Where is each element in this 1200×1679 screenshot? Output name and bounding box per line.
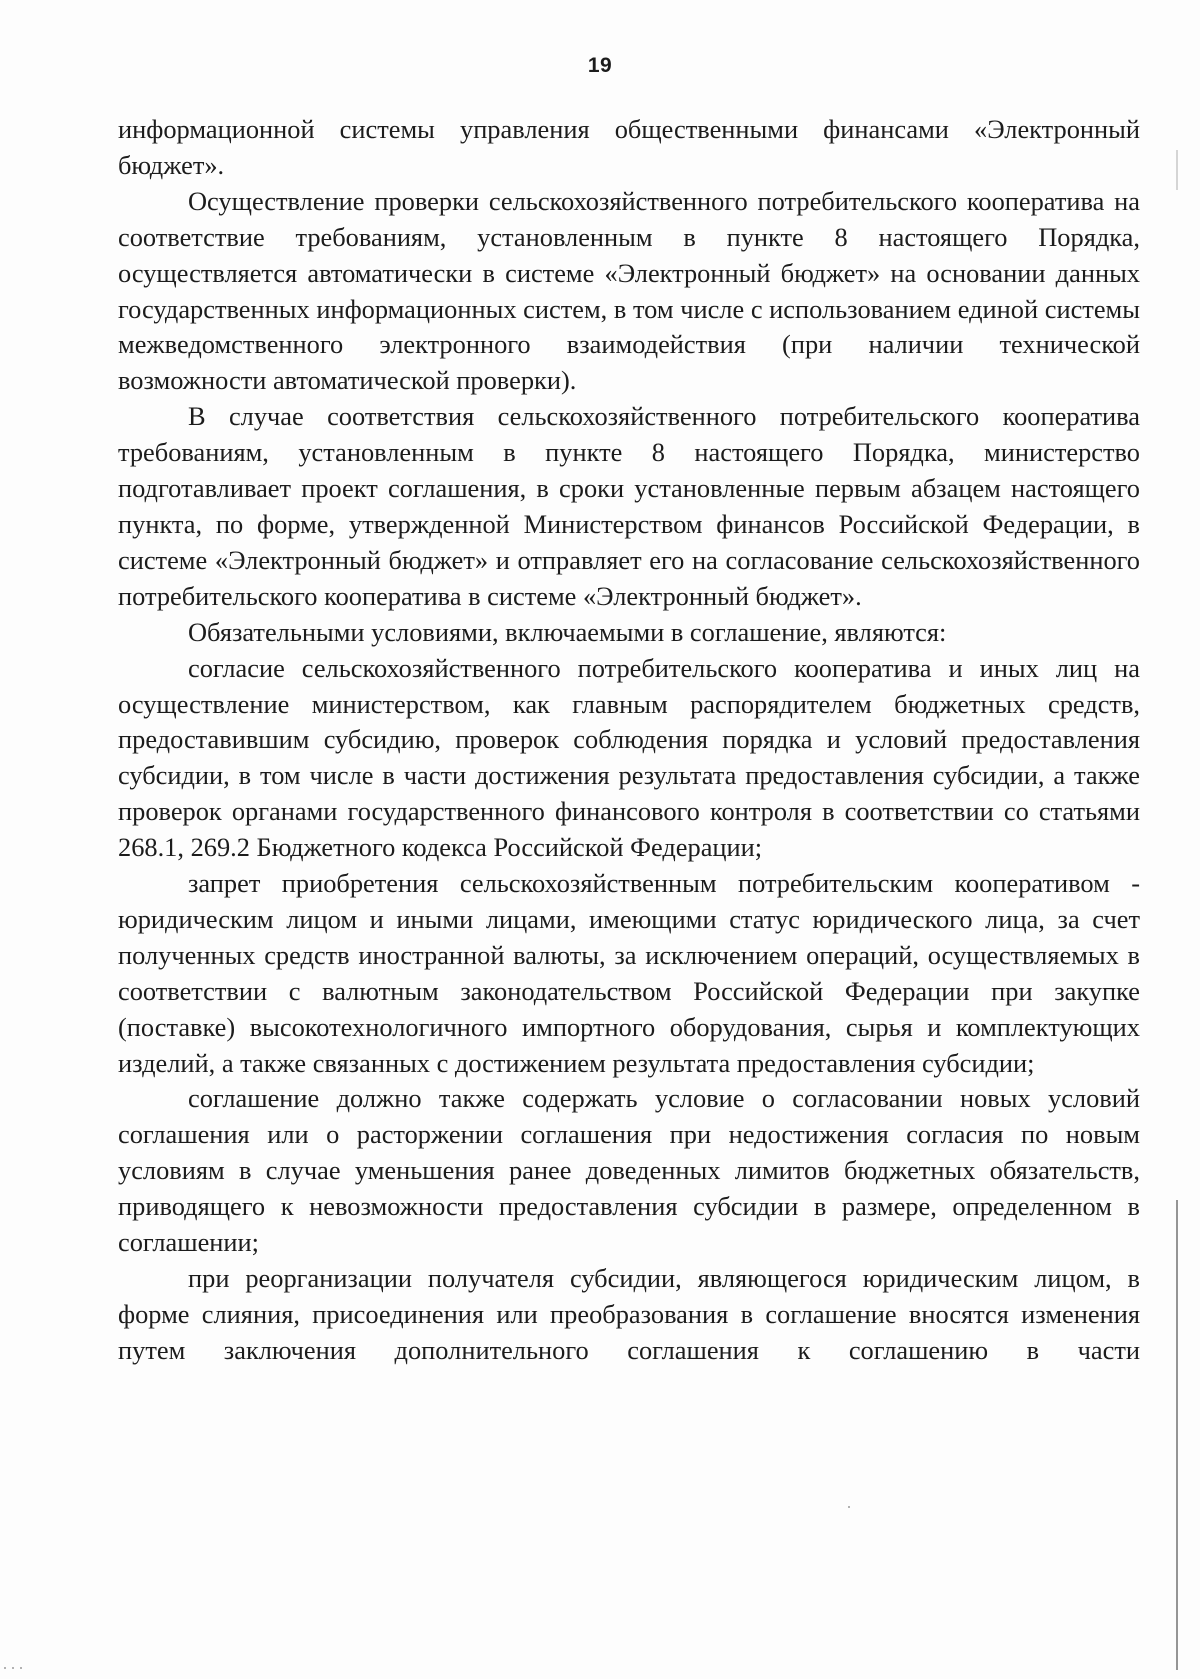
scan-dot: [12, 1667, 14, 1669]
scan-edge-line: [1176, 1200, 1178, 1670]
scan-edge-line: [1176, 150, 1178, 190]
paragraph-2: Осуществление проверки сельскохозяйственного потребительского кооператива на соответствие требованиям, установленным в пункте 8 настоящего Порядка, осуществляется автоматически в системе «Электронный бюджет» на основании данных государственных информационных систем, в том числе с использованием единой системы межведомственного электронного взаимодействия (при наличии технической возможности автоматической проверки).: [118, 185, 1140, 396]
paragraph-1: информационной системы управления общественными финансами «Электронный бюджет».: [118, 114, 1140, 180]
scan-dot: [20, 1667, 22, 1669]
paragraph-5: согласие сельскохозяйственного потребительского кооператива и иных лиц на осуществление министерством, как главным распорядителем бюджетных средств, предоставившим субсидию, проверок соблюдения порядка и условий предоставления субсидии, в том числе в части достижения результата предоставления субсидии, а также проверок органами государственного финансового контроля в соответствии со статьями 268.1, 269.2 Бюджетного кодекса Российской Федерации;: [118, 652, 1140, 863]
paragraph-4: Обязательными условиями, включаемыми в соглашение, являются:: [188, 616, 947, 647]
paragraph-6: запрет приобретения сельскохозяйственным потребительским кооперативом - юридическим лицом и иными лицами, имеющими статус юридического лица, за счет полученных средств иностранной валюты, за исключением операций, осуществляемых в соответствии с валютным законодательством Российской Федерации при закупке (поставке) высокотехнологичного импортного оборудования, сырья и комплектующих изделий, а также связанных с достижением результата предоставления субсидии;: [118, 868, 1140, 1078]
scan-dot: [848, 1506, 850, 1508]
scan-dot: [4, 1667, 6, 1669]
paragraph-3: В случае соответствия сельскохозяйственного потребительского кооператива требованиям, установленным в пункте 8 настоящего Порядка, министерство подготавливает проект соглашения, в сроки установленные первым абзацем настоящего пункта, по форме, утвержденной Министерством финансов Российской Федерации, в системе «Электронный бюджет» и отправляет его на согласование сельскохозяйственного потребительского кооператива в системе «Электронный бюджет».: [118, 401, 1140, 611]
paragraph-7: соглашение должно также содержать условие о согласовании новых условий соглашения или о расторжении соглашения при недостижения согласия по новым условиям в случае уменьшения ранее доведенных лимитов бюджетных обязательств, приводящего к невозможности предоставления субсидии в размере, определенном в соглашении;: [118, 1083, 1140, 1258]
document-body: [118, 112, 1140, 1369]
paragraph-8: при реорганизации получателя субсидии, являющегося юридическим лицом, в форме слияния, присоединения или преобразования в соглашение вносятся изменения путем заключения дополнительного соглашения к соглашению в части: [118, 1263, 1140, 1365]
page-number: 19: [587, 54, 613, 77]
